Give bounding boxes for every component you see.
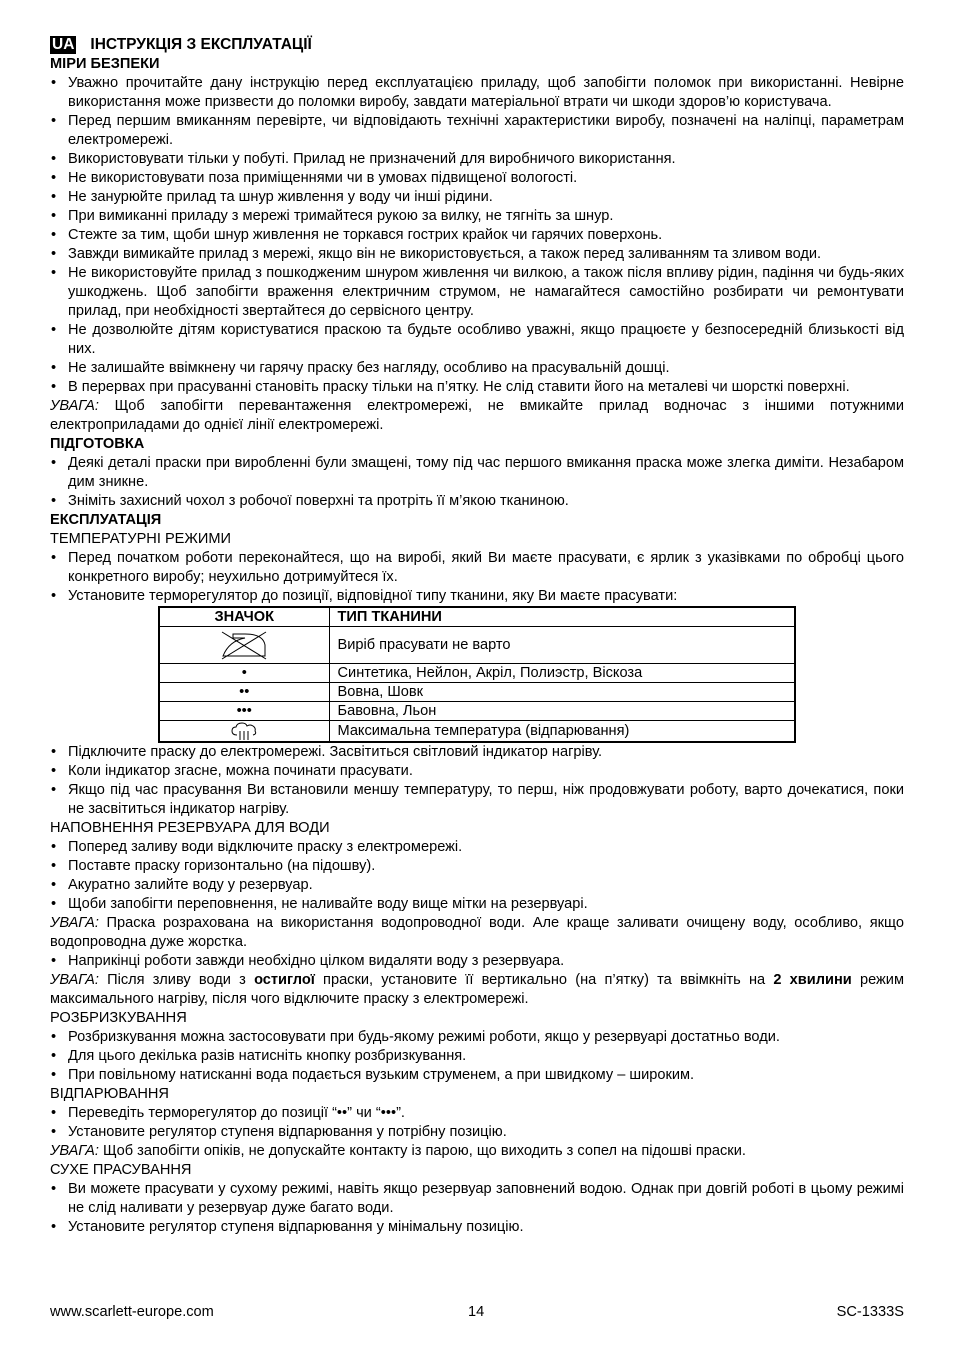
fill-note-2 [50, 971, 904, 1009]
table-row [159, 721, 795, 743]
list-item: • Установите регулятор ступеня відпарювання у потрібну позицію. [50, 1123, 904, 1142]
list-item: • Не залишайте ввімкнену чи гарячу праску без нагляду, особливо на прасувальній дошці. [50, 359, 904, 378]
list-item: • Не занурюйте прилад та шнур живлення у воду чи інші рідини. [50, 188, 904, 207]
list-item: • Поставте праску горизонтально (на підошву). [50, 857, 904, 876]
note-text: Щоб запобігти перевантаження електромережі, не вмикайте прилад водночас з іншими потужними електроприладами до однієї лінії електромережі. [50, 398, 904, 433]
list-item: • Ви можете прасувати у сухому режимі, навіть якщо резервуар заповнений водою. Однак при довгій роботі в цьому режимі не слід наливати у резервуар дуже багато води. [50, 1180, 904, 1218]
list-item: • Переведіть терморегулятор до позиції “••” чи “•••”. [50, 1104, 904, 1123]
title-text: ІНСТРУКЦІЯ З ЕКСПЛУАТАЦІЇ [90, 36, 312, 53]
safety-note [50, 397, 904, 435]
symbol-cell [159, 721, 329, 743]
fabric-table [158, 606, 796, 743]
fabric-cell: Максимальна температура (відпарювання) [329, 721, 795, 743]
list-item: • Уважно прочитайте дану інструкцію перед експлуатацією приладу, щоб запобігти поломок при використанні. Невірне використання може призвести до поломки виробу, завдати матеріальної втрати чи шкоди здоров’ю користувача. [50, 74, 904, 112]
steam-heading: ВІДПАРЮВАННЯ [50, 1086, 169, 1102]
list-item: • Зніміть захисний чохол з робочої поверхні та протріть її м’якою тканиною. [50, 492, 904, 511]
fabric-cell: Виріб прасувати не варто [329, 627, 795, 664]
fabric-cell: Синтетика, Нейлон, Акріл, Полиэстр, Віскоза [329, 664, 795, 683]
symbol-cell: •• [159, 683, 329, 702]
note-bold: остиглої [254, 972, 315, 988]
operation-heading: ЕКСПЛУАТАЦІЯ [50, 512, 162, 528]
list-item: • Деякі деталі праски при виробленні були змащені, тому під час першого вмикання праска може злегка диміти. Незабаром дим зникне. [50, 454, 904, 492]
fill-end-list [50, 952, 904, 971]
note-text: Щоб запобігти опіків, не допускайте контакту із парою, що виходить з сопел на підошві праски. [98, 1143, 746, 1159]
manual-page [50, 35, 904, 1237]
list-item: • Для цього декілька разів натисніть кнопку розбризкування. [50, 1047, 904, 1066]
list-item: • Наприкінці роботи завжди необхідно цілком видаляти воду з резервуара. [50, 952, 904, 971]
fill-heading: НАПОВНЕННЯ РЕЗЕРВУАРА ДЛЯ ВОДИ [50, 820, 330, 836]
list-item: • Підключите праску до електромережі. Засвітиться світловий індикатор нагріву. [50, 743, 904, 762]
prep-list [50, 454, 904, 511]
symbol-cell: ••• [159, 702, 329, 721]
list-item: • Використовувати тільки у побуті. Прилад не призначений для виробничого використання. [50, 150, 904, 169]
page-number: 14 [468, 1304, 485, 1320]
note-bold: 2 хвилини [773, 972, 852, 988]
note-label: УВАГА: [50, 972, 99, 988]
note-text: Праска розрахована на використання водопроводної води. Але краще заливати очищену воду, особливо, якщо водопроводна дуже жорстка. [50, 915, 904, 950]
list-item: • Коли індикатор згасне, можна починати прасувати. [50, 762, 904, 781]
list-item: • При вимиканні приладу з мережі тримайтеся рукою за вилку, не тягніть за шнур. [50, 207, 904, 226]
table-row [159, 627, 795, 664]
no-iron-icon [219, 629, 269, 661]
fill-note [50, 914, 904, 952]
note-text: праски, установите її вертикально (на п’ятку) та ввімкніть на [314, 972, 774, 988]
note-label: УВАГА: [50, 1143, 99, 1159]
table-row [159, 702, 795, 721]
steam-icon [229, 721, 259, 741]
list-item: • Установите регулятор ступеня відпарювання у мінімальну позицію. [50, 1218, 904, 1237]
list-item: • Щоби запобігти переповнення, не наливайте воду вище мітки на резервуарі. [50, 895, 904, 914]
list-item: • Перед першим вмиканням перевірте, чи відповідають технічні характеристики виробу, позначені на наліпці, параметрам електромережі. [50, 112, 904, 150]
list-item: • Не використовувати поза приміщеннями чи в умовах підвищеної вологості. [50, 169, 904, 188]
note-label: УВАГА: [50, 398, 99, 414]
model-number: SC-1333S [836, 1304, 904, 1320]
fabric-cell: Вовна, Шовк [329, 683, 795, 702]
temp-list [50, 549, 904, 606]
safety-heading: МІРИ БЕЗПЕКИ [50, 56, 160, 72]
symbol-cell: • [159, 664, 329, 683]
steam-note [50, 1142, 904, 1161]
dry-list [50, 1180, 904, 1237]
steam-list [50, 1104, 904, 1142]
list-item: • Завжди вимикайте прилад з мережі, якщо він не використовується, а також перед заливанням та зливом води. [50, 245, 904, 264]
spray-heading: РОЗБРИЗКУВАННЯ [50, 1010, 187, 1026]
list-item: • Не використовуйте прилад з пошкодженим шнуром живлення чи вилкою, а також після впливу рідин, падіння чи будь-яких ушкоджень. Щоб запобігти враження електричним струмом, не намагайтеся самостійно розбирати чи ремонтувати прилад, при необхідності звертайтеся до сервісного центру. [50, 264, 904, 321]
spray-list [50, 1028, 904, 1085]
note-text: режим максимального нагріву, після чого відключите праску з електромережі. [50, 972, 904, 1007]
page-title [50, 35, 904, 55]
safety-list [50, 74, 904, 397]
fill-list [50, 838, 904, 914]
note-label: УВАГА: [50, 915, 99, 931]
symbol-cell [159, 627, 329, 664]
language-badge: UA [52, 36, 75, 53]
list-item: • При повільному натисканні вода подається вузьким струменем, а при швидкому – широким. [50, 1066, 904, 1085]
page-footer [50, 1303, 904, 1322]
note-text: Після зливу води з [98, 972, 255, 988]
list-item: • Стежте за тим, щоби шнур живлення не торкався гострих крайок чи гарячих поверхонь. [50, 226, 904, 245]
list-item: • В перервах при прасуванні становіть праску тільки на п’ятку. Не слід ставити його на металеві чи шорсткі поверхні. [50, 378, 904, 397]
table-header-symbol: ЗНАЧОК [159, 607, 329, 627]
table-row [159, 683, 795, 702]
list-item: • Установите терморегулятор до позиції, відповідної типу тканини, яку Ви маєте прасувати: [50, 587, 904, 606]
list-item: • Поперед заливу води відключите праску з електромережі. [50, 838, 904, 857]
fabric-cell: Бавовна, Льон [329, 702, 795, 721]
table-header-row [159, 607, 795, 627]
prep-heading: ПІДГОТОВКА [50, 436, 145, 452]
temp-heading: ТЕМПЕРАТУРНІ РЕЖИМИ [50, 531, 232, 547]
list-item: • Перед початком роботи переконайтеся, що на виробі, який Ви маєте прасувати, є ярлик з указівками по обробці цього конкретного виробу; неухильно дотримуйтеся їх. [50, 549, 904, 587]
list-item: • Не дозволюйте дітям користуватися праскою та будьте особливо уважні, якщо працюєте у безпосередній близькості від них. [50, 321, 904, 359]
website-link[interactable]: www.scarlett-europe.com [50, 1304, 214, 1320]
list-item: • Акуратно залийте воду у резервуар. [50, 876, 904, 895]
table-header-fabric: ТИП ТКАНИНИ [329, 607, 795, 627]
table-row [159, 664, 795, 683]
after-table-list [50, 743, 904, 819]
list-item: • Розбризкування можна застосовувати при будь-якому режимі роботи, якщо у резервуарі достатньо води. [50, 1028, 904, 1047]
dry-heading: СУХЕ ПРАСУВАННЯ [50, 1162, 192, 1178]
list-item: • Якщо під час прасування Ви встановили меншу температуру, то перш, ніж продовжувати роботу, варто дочекатися, поки не засвітиться індикатор нагріву. [50, 781, 904, 819]
